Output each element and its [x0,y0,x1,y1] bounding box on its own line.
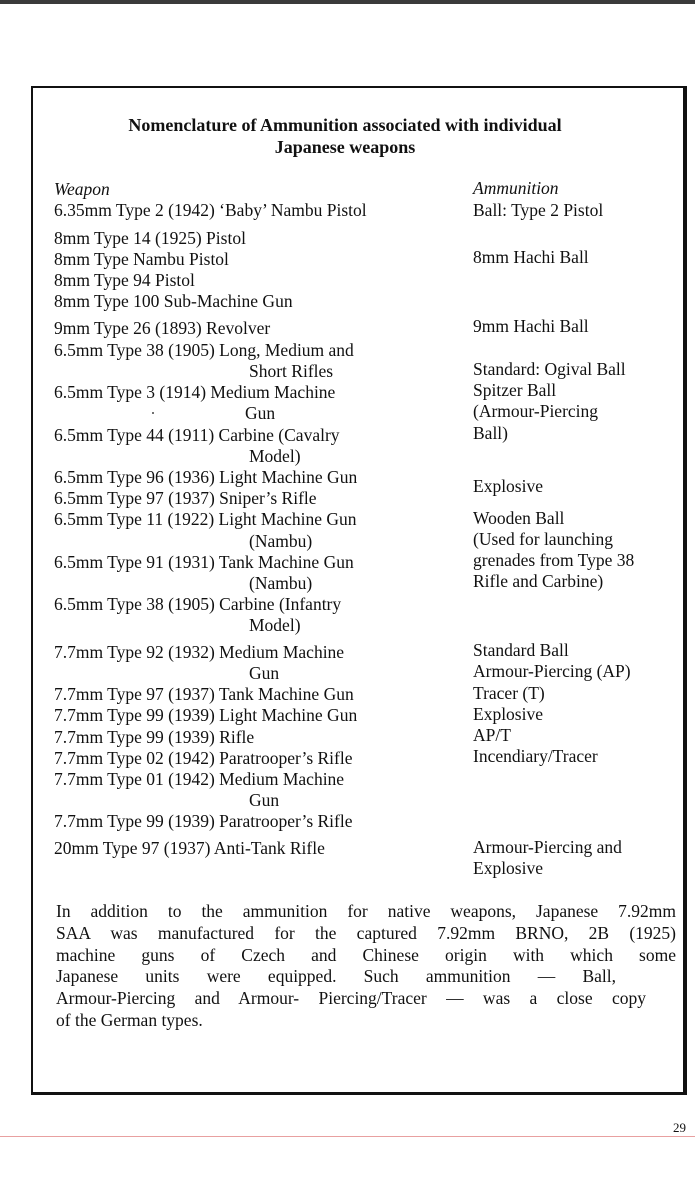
ammunition-row: Explosive [473,858,543,878]
weapon-row: 6.5mm Type 44 (1911) Carbine (Cavalry [54,425,340,445]
ammunition-row: Armour-Piercing (AP) [473,661,631,681]
ammunition-row: Standard Ball [473,640,569,660]
weapon-row: 7.7mm Type 97 (1937) Tank Machine Gun [54,684,354,704]
top-edge-strip [0,0,695,4]
ammunition-row: Spitzer Ball [473,380,557,400]
page-number: 29 [673,1120,686,1135]
paragraph-line: of the German types. [56,1009,203,1030]
weapon-row: 6.5mm Type 96 (1936) Light Machine Gun [54,467,358,487]
footnote-paragraph [56,901,676,1032]
paragraph-line: In addition to the ammunition for native weapons, Japanese 7.92mm [56,901,676,921]
weapon-row-continuation: (Nambu) [249,573,313,593]
weapon-row: 7.7mm Type 99 (1939) Light Machine Gun [54,705,358,725]
page-bottom-rule [0,1136,695,1137]
weapon-row: 7.7mm Type 02 (1942) Paratrooper’s Rifle [54,748,353,768]
ammunition-row: Ball) [473,423,508,443]
weapon-row: 6.5mm Type 91 (1931) Tank Machine Gun [54,552,354,572]
paragraph-line: Armour-Piercing and Armour- Piercing/Tracer — was a close copy [56,988,646,1009]
ammunition-row: Tracer (T) [473,683,545,703]
paragraph-line: SAA was manufactured for the captured 7.92mm BRNO, 2B (1925) [56,922,676,943]
weapon-row-continuation: Model) [249,446,301,466]
weapon-row-continuation: Gun [249,663,280,683]
weapon-row: 7.7mm Type 99 (1939) Paratrooper’s Rifle [54,811,353,831]
weapon-row: 7.7mm Type 92 (1932) Medium Machine [54,642,345,662]
ammunition-row: Incendiary/Tracer [473,746,598,766]
weapon-row-continuation: Gun [245,403,276,423]
ammunition-row: Armour-Piercing and [473,837,622,857]
ammunition-row: AP/T [473,725,511,745]
print-speck [152,412,154,414]
ammunition-row: 8mm Hachi Ball [473,247,589,267]
ammunition-row: Explosive [473,476,543,496]
page-title-line-1: Nomenclature of Ammunition associated with individual [128,115,562,135]
ammunition-row: (Armour-Piercing [473,401,599,421]
paragraph-line: machine guns of Czech and Chinese origin with which some [56,944,676,965]
weapon-row: 8mm Type 94 Pistol [54,270,195,290]
weapon-row: 7.7mm Type 99 (1939) Rifle [54,727,255,747]
ammunition-row: grenades from Type 38 [473,550,635,570]
ammunition-row: Rifle and Carbine) [473,571,604,591]
ammunition-row: Ball: Type 2 Pistol [473,200,604,220]
page-title-line-2: Japanese weapons [274,137,416,157]
weapon-row: 6.5mm Type 3 (1914) Medium Machine [54,382,336,402]
weapon-row-continuation: Gun [249,790,280,810]
weapon-row: 6.35mm Type 2 (1942) ‘Baby’ Nambu Pistol [54,200,367,220]
weapon-row: 8mm Type Nambu Pistol [54,249,229,269]
ammunition-row: (Used for launching [473,529,613,549]
weapon-row-continuation: Model) [249,615,301,635]
weapon-column-header: Weapon [54,179,110,199]
ammunition-row: Explosive [473,704,543,724]
weapon-row-continuation: Short Rifles [249,361,334,381]
weapon-row: 20mm Type 97 (1937) Anti-Tank Rifle [54,838,325,858]
weapon-row: 7.7mm Type 01 (1942) Medium Machine [54,769,345,789]
ammunition-row: 9mm Hachi Ball [473,316,589,336]
weapon-row: 8mm Type 100 Sub-Machine Gun [54,291,293,311]
weapon-row: 8mm Type 14 (1925) Pistol [54,228,246,248]
weapon-row: 6.5mm Type 11 (1922) Light Machine Gun [54,509,357,529]
ammunition-row: Standard: Ogival Ball [473,359,626,379]
ammunition-column-header: Ammunition [473,178,559,198]
weapon-row: 9mm Type 26 (1893) Revolver [54,318,271,338]
weapon-row: 6.5mm Type 38 (1905) Long, Medium and [54,340,354,360]
ammunition-row: Wooden Ball [473,508,565,528]
weapon-row: 6.5mm Type 38 (1905) Carbine (Infantry [54,594,342,614]
weapon-row: 6.5mm Type 97 (1937) Sniper’s Rifle [54,488,317,508]
paragraph-line: Japanese units were equipped. Such ammunition — Ball, [56,966,616,987]
weapon-row-continuation: (Nambu) [249,531,313,551]
